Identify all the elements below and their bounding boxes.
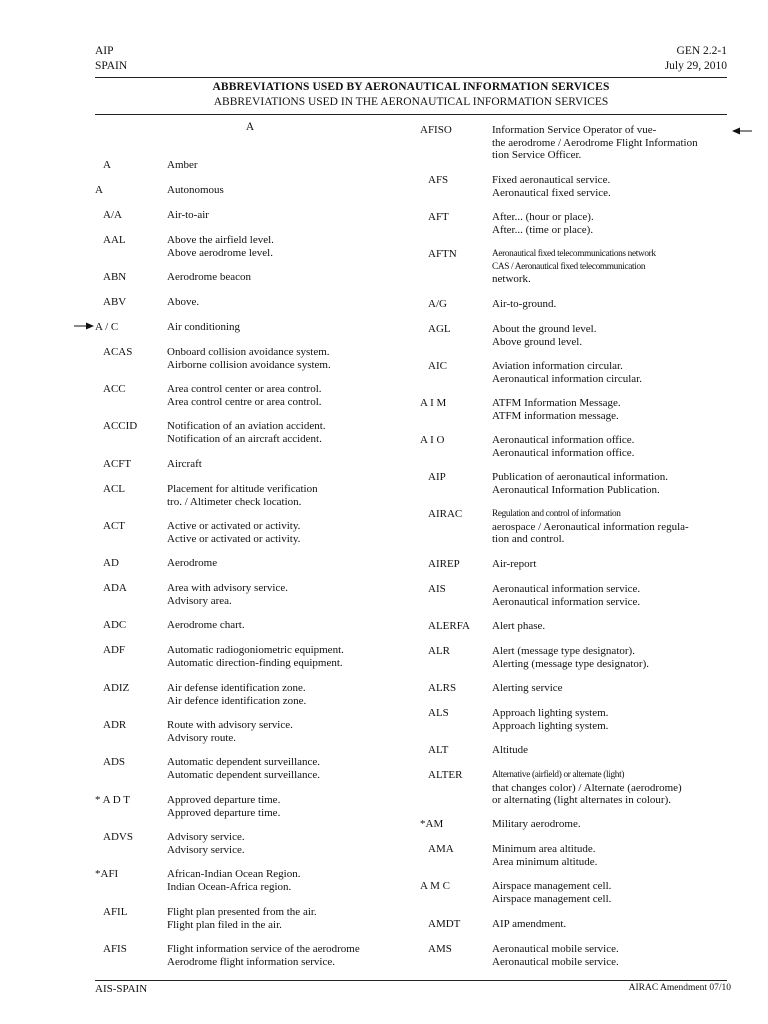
meaning-line: Airspace management cell. (492, 892, 612, 905)
meaning-line: Alerting (message type designator). (492, 657, 650, 670)
meaning-line: Altitude (492, 744, 529, 756)
meaning-line: the aerodrome / Aerodrome Flight Information (492, 136, 698, 149)
meaning-line: Aeronautical mobile service. (492, 943, 619, 955)
meaning-line: Regulation and control of information (492, 509, 621, 519)
abbreviation-code: AAL (103, 234, 126, 246)
abbreviation-meaning (492, 471, 668, 496)
footer-left: AIS-SPAIN (95, 983, 148, 995)
abbreviation-code: AFISO (420, 124, 452, 136)
abbreviation-meaning (167, 159, 198, 172)
abbreviation-meaning (167, 794, 280, 819)
meaning-line: Area with advisory service. (167, 582, 288, 594)
meaning-line: Aeronautical mobile service. (492, 955, 619, 968)
meaning-line: Area control center or area control. (167, 383, 322, 395)
meaning-line: Advisory route. (167, 731, 237, 744)
abbreviation-code: ACC (103, 383, 126, 395)
meaning-line: Aeronautical fixed service. (492, 186, 611, 199)
abbreviation-code: AFIS (103, 943, 127, 955)
change-arrow-icon (73, 320, 95, 332)
meaning-line: Approach lighting system. (492, 707, 609, 719)
meaning-line: Minimum area altitude. (492, 843, 596, 855)
abbreviation-code: AFS (428, 174, 449, 186)
abbreviation-code: ABN (103, 271, 127, 283)
meaning-line: Airspace management cell. (492, 880, 612, 892)
abbreviation-meaning (167, 271, 251, 284)
meaning-line: Indian Ocean-Africa region. (167, 880, 292, 893)
meaning-line: Aerodrome chart. (167, 619, 245, 631)
meaning-line: Advisory area. (167, 594, 232, 607)
meaning-line: Above the airfield level. (167, 234, 274, 246)
meaning-line: Automatic radiogoniometric equipment. (167, 644, 344, 656)
meaning-line: Automatic direction-finding equipment. (167, 656, 343, 669)
abbreviation-meaning (167, 321, 240, 334)
meaning-line: Aeronautical information service. (492, 583, 641, 595)
meaning-line: Aeronautical information service. (492, 595, 641, 608)
abbreviation-code: ALT (428, 744, 449, 756)
abbreviation-meaning (167, 383, 322, 408)
meaning-line: Aircraft (167, 458, 202, 470)
meaning-line: Notification of an aircraft accident. (167, 432, 322, 445)
abbreviation-meaning (492, 943, 619, 968)
meaning-line: Information Service Operator of vue- (492, 124, 657, 136)
meaning-line: Active or activated or activity. (167, 520, 301, 532)
abbreviation-meaning (492, 880, 611, 905)
footer-rule (95, 980, 727, 981)
abbreviation-code: A / C (95, 321, 119, 333)
title-rule (95, 114, 727, 115)
abbreviation-meaning (167, 209, 209, 222)
abbreviation-meaning (492, 360, 642, 385)
abbreviation-code: ABV (103, 296, 127, 308)
abbreviation-code: AMS (428, 943, 452, 955)
meaning-line: Area control centre or area control. (167, 395, 322, 408)
abbreviation-meaning (167, 682, 306, 707)
meaning-line: Notification of an aviation accident. (167, 420, 326, 432)
meaning-line: About the ground level. (492, 323, 597, 335)
abbreviation-meaning (492, 174, 611, 199)
abbreviation-code: * A D T (95, 794, 130, 806)
abbreviation-code: ACL (103, 483, 125, 495)
meaning-line: that changes color) / Alternate (aerodrome) (492, 781, 682, 794)
abbreviation-meaning (167, 234, 274, 259)
meaning-line: Flight plan presented from the air. (167, 906, 317, 918)
abbreviation-meaning (492, 211, 594, 236)
meaning-line: Aeronautical Information Publication. (492, 483, 660, 496)
meaning-line: Alert (message type designator). (492, 645, 635, 657)
abbreviation-code: A (103, 159, 111, 171)
abbreviation-code: A I O (420, 434, 445, 446)
header-rule (95, 77, 727, 78)
meaning-line: Fixed aeronautical service. (492, 174, 611, 186)
meaning-line: AIP amendment. (492, 918, 567, 930)
meaning-line: Approach lighting system. (492, 719, 609, 732)
meaning-line: Aeronautical information office. (492, 434, 635, 446)
meaning-line: ATFM information message. (492, 409, 619, 422)
abbreviation-meaning (167, 619, 245, 632)
abbreviation-code: ADA (103, 582, 127, 594)
abbreviation-code: ADS (103, 756, 126, 768)
meaning-line: Aviation information circular. (492, 360, 623, 372)
meaning-line: After... (hour or place). (492, 211, 594, 223)
header-left-line1: AIP (95, 45, 114, 57)
abbreviation-meaning (492, 620, 545, 633)
meaning-line: Alternative (airfield) or alternate (light) (492, 770, 625, 780)
abbreviation-code: AIS (428, 583, 446, 595)
abbreviation-meaning (167, 906, 317, 931)
abbreviation-meaning (492, 124, 698, 162)
abbreviation-code: ALERFA (428, 620, 470, 632)
header-right-line2: July 29, 2010 (664, 60, 727, 72)
abbreviation-meaning (167, 831, 245, 856)
meaning-line: network. (492, 273, 531, 285)
page-title: ABBREVIATIONS USED BY AERONAUTICAL INFORMATION SERVICES (212, 81, 610, 93)
abbreviation-meaning (167, 756, 320, 781)
meaning-line: Air-report (492, 558, 537, 570)
meaning-line: Flight information service of the aerodrome (167, 943, 360, 955)
meaning-line: aerospace / Aeronautical information regula- (492, 520, 689, 533)
abbreviation-code: ADF (103, 644, 126, 656)
abbreviation-code: *AM (420, 818, 444, 830)
abbreviation-meaning (492, 323, 596, 348)
abbreviation-code: AFTN (428, 248, 457, 260)
abbreviation-code: ACCID (103, 420, 138, 432)
meaning-line: Air-to-air (167, 209, 209, 221)
meaning-line: Air conditioning (167, 321, 241, 333)
abbreviation-code: ADVS (103, 831, 133, 843)
meaning-line: Air-to-ground. (492, 298, 557, 310)
meaning-line: Placement for altitude verification (167, 483, 318, 495)
meaning-line: After... (time or place). (492, 223, 594, 236)
abbreviation-code: A/G (428, 298, 447, 310)
meaning-line: African-Indian Ocean Region. (167, 868, 301, 880)
meaning-line: ATFM Information Message. (492, 397, 621, 409)
abbreviation-code: AFIL (103, 906, 128, 918)
meaning-line: Automatic dependent surveillance. (167, 756, 321, 768)
meaning-line: Aerodrome beacon (167, 271, 251, 283)
meaning-line: Area minimum altitude. (492, 855, 598, 868)
meaning-line: Publication of aeronautical information. (492, 471, 668, 483)
abbreviation-code: ALR (428, 645, 450, 657)
abbreviation-code: *AFI (95, 868, 119, 880)
abbreviation-meaning (167, 420, 326, 445)
abbreviation-meaning (167, 557, 217, 570)
abbreviation-meaning (492, 843, 597, 868)
abbreviation-code: A/A (103, 209, 122, 221)
abbreviation-meaning (492, 818, 581, 831)
abbreviation-code: AFT (428, 211, 449, 223)
abbreviation-meaning (167, 296, 199, 309)
meaning-line: tion and control. (492, 533, 565, 545)
meaning-line: Approved departure time. (167, 806, 281, 819)
section-letter: A (245, 121, 255, 133)
meaning-line: Military aerodrome. (492, 818, 581, 830)
meaning-line: Aerodrome (167, 557, 218, 569)
meaning-line: Alerting service (492, 682, 563, 694)
meaning-line: tro. / Altimeter check location. (167, 495, 302, 508)
meaning-line: Aeronautical information office. (492, 446, 635, 459)
meaning-line: Active or activated or activity. (167, 532, 301, 545)
abbreviation-meaning (167, 644, 344, 669)
meaning-line: Automatic dependent surveillance. (167, 768, 321, 781)
abbreviation-code: ACAS (103, 346, 133, 358)
abbreviation-code: AIP (428, 471, 446, 483)
abbreviation-meaning (492, 918, 566, 931)
abbreviation-code: AMA (428, 843, 454, 855)
abbreviation-code: ALS (428, 707, 449, 719)
meaning-line: Autonomous (167, 184, 224, 196)
meaning-line: Route with advisory service. (167, 719, 293, 731)
abbreviation-code: ACT (103, 520, 125, 532)
abbreviation-code: ALRS (428, 682, 457, 694)
abbreviation-meaning (492, 558, 536, 571)
abbreviation-code: ADIZ (103, 682, 130, 694)
abbreviation-meaning (492, 583, 640, 608)
header-left-line2: SPAIN (95, 60, 128, 72)
abbreviation-code: AIREP (428, 558, 460, 570)
abbreviation-meaning (167, 458, 202, 471)
abbreviation-code: ADC (103, 619, 127, 631)
abbreviation-meaning (492, 397, 621, 422)
abbreviation-code: AD (103, 557, 119, 569)
abbreviation-meaning (492, 707, 608, 732)
abbreviation-meaning (492, 769, 682, 807)
abbreviation-meaning (492, 508, 689, 546)
abbreviation-code: AMDT (428, 918, 461, 930)
meaning-line: Onboard collision avoidance system. (167, 346, 330, 358)
meaning-line: tion Service Officer. (492, 149, 582, 161)
meaning-line: Air defense identification zone. (167, 682, 306, 694)
meaning-line: Approved departure time. (167, 794, 281, 806)
meaning-line: Aerodrome flight information service. (167, 955, 336, 968)
meaning-line: Above ground level. (492, 335, 583, 348)
page-subtitle: ABBREVIATIONS USED IN THE AERONAUTICAL INFORMATION SERVICES (213, 96, 609, 108)
abbreviation-code: ADR (103, 719, 127, 731)
meaning-line: Above. (167, 296, 200, 308)
abbreviation-meaning (492, 744, 528, 757)
meaning-line: Advisory service. (167, 831, 245, 843)
abbreviation-meaning (167, 868, 300, 893)
abbreviation-code: ACFT (103, 458, 132, 470)
meaning-line: Amber (167, 159, 198, 171)
meaning-line: Above aerodrome level. (167, 246, 273, 259)
meaning-line: or alternating (light alternates in colour). (492, 794, 671, 806)
meaning-line: Advisory service. (167, 843, 245, 856)
abbreviation-code: A (95, 184, 103, 196)
abbreviation-meaning (492, 298, 556, 311)
meaning-line: Flight plan filed in the air. (167, 918, 282, 931)
meaning-line: Aeronautical information circular. (492, 372, 642, 385)
abbreviation-meaning (167, 346, 331, 371)
footer-right: AIRAC Amendment 07/10 (628, 983, 731, 993)
meaning-line: Air defence identification zone. (167, 694, 307, 707)
change-arrow-icon (731, 125, 753, 137)
abbreviation-code: AIC (428, 360, 447, 372)
abbreviation-code: A I M (420, 397, 447, 409)
abbreviation-meaning (167, 943, 360, 968)
abbreviation-meaning (492, 434, 634, 459)
header-right-line1: GEN 2.2-1 (676, 45, 727, 57)
meaning-line: Airborne collision avoidance system. (167, 358, 331, 371)
abbreviation-code: AIRAC (428, 508, 463, 520)
abbreviation-code: ALTER (428, 769, 463, 781)
abbreviation-code: AGL (428, 323, 451, 335)
abbreviation-meaning (492, 645, 649, 670)
abbreviation-code: A M C (420, 880, 450, 892)
meaning-line: Aeronautical fixed telecommunications network (492, 249, 656, 259)
abbreviation-meaning (492, 248, 656, 286)
abbreviation-meaning (492, 682, 563, 695)
meaning-line: CAS / Aeronautical fixed telecommunication (492, 261, 646, 272)
abbreviation-meaning (167, 184, 224, 197)
abbreviation-meaning (167, 483, 318, 508)
abbreviation-meaning (167, 719, 293, 744)
meaning-line: Alert phase. (492, 620, 546, 632)
abbreviation-meaning (167, 582, 288, 607)
abbreviation-meaning (167, 520, 300, 545)
